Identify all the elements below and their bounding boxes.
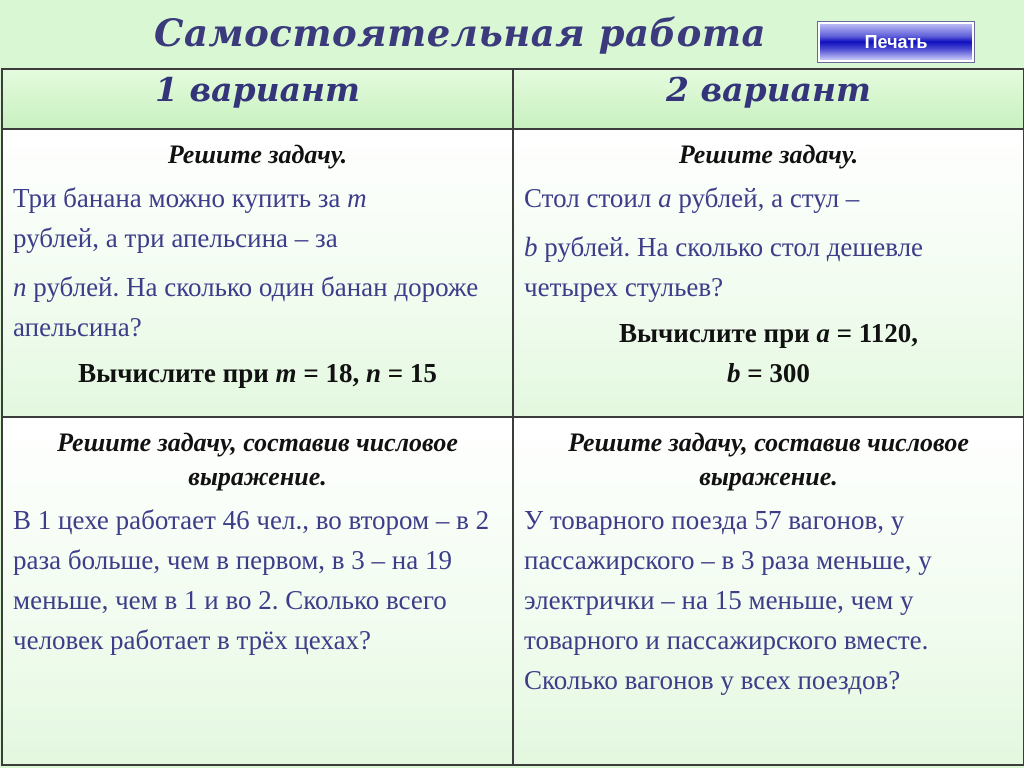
task-heading: Решите задачу. xyxy=(167,140,348,169)
compute-values: Вычислите при m = 18, n = 15 xyxy=(78,358,437,388)
task-text: Три банана можно купить за m рублей, а три апельсина – за n рублей. На сколько один банан дороже апельсина? xyxy=(13,183,479,342)
task-heading: Решите задачу, составив числовое выражение. xyxy=(568,428,969,491)
page-title: Самостоятельная работа xyxy=(154,11,766,55)
task-heading: Решите задачу, составив числовое выражение. xyxy=(57,428,458,491)
task-text: У товарного поезда 57 вагонов, у пассажирского – в 3 раза меньше, у электрички – на 15 меньше, чем у товарного и пассажирского вместе. Сколько вагонов у всех поездов? xyxy=(524,505,932,695)
task-2-variant-1 xyxy=(2,417,513,765)
task-heading: Решите задачу. xyxy=(678,140,859,169)
task-row-2 xyxy=(2,417,1024,765)
task-1-variant-2 xyxy=(513,129,1024,417)
task-row-1 xyxy=(2,129,1024,417)
header-row xyxy=(2,69,1024,129)
compute-values: Вычислите при a = 1120, b = 300 xyxy=(618,318,919,388)
variants-table xyxy=(1,68,1024,766)
task-text: В 1 цехе работает 46 чел., во втором – в 2 раза больше, чем в первом, в 3 – на 19 меньше, чем в 1 и во 2. Сколько всего человек работает в трёх цехах? xyxy=(13,505,490,655)
task-2-variant-2 xyxy=(513,417,1024,765)
print-button[interactable]: Печать xyxy=(818,22,974,62)
task-text: Стол стоил a рублей, а стул – b рублей. На сколько стол дешевле четырех стульев? xyxy=(524,183,924,302)
column-header-variant-2: 2 вариант xyxy=(513,69,1024,129)
column-header-variant-1: 1 вариант xyxy=(2,69,513,129)
task-1-variant-1 xyxy=(2,129,513,417)
